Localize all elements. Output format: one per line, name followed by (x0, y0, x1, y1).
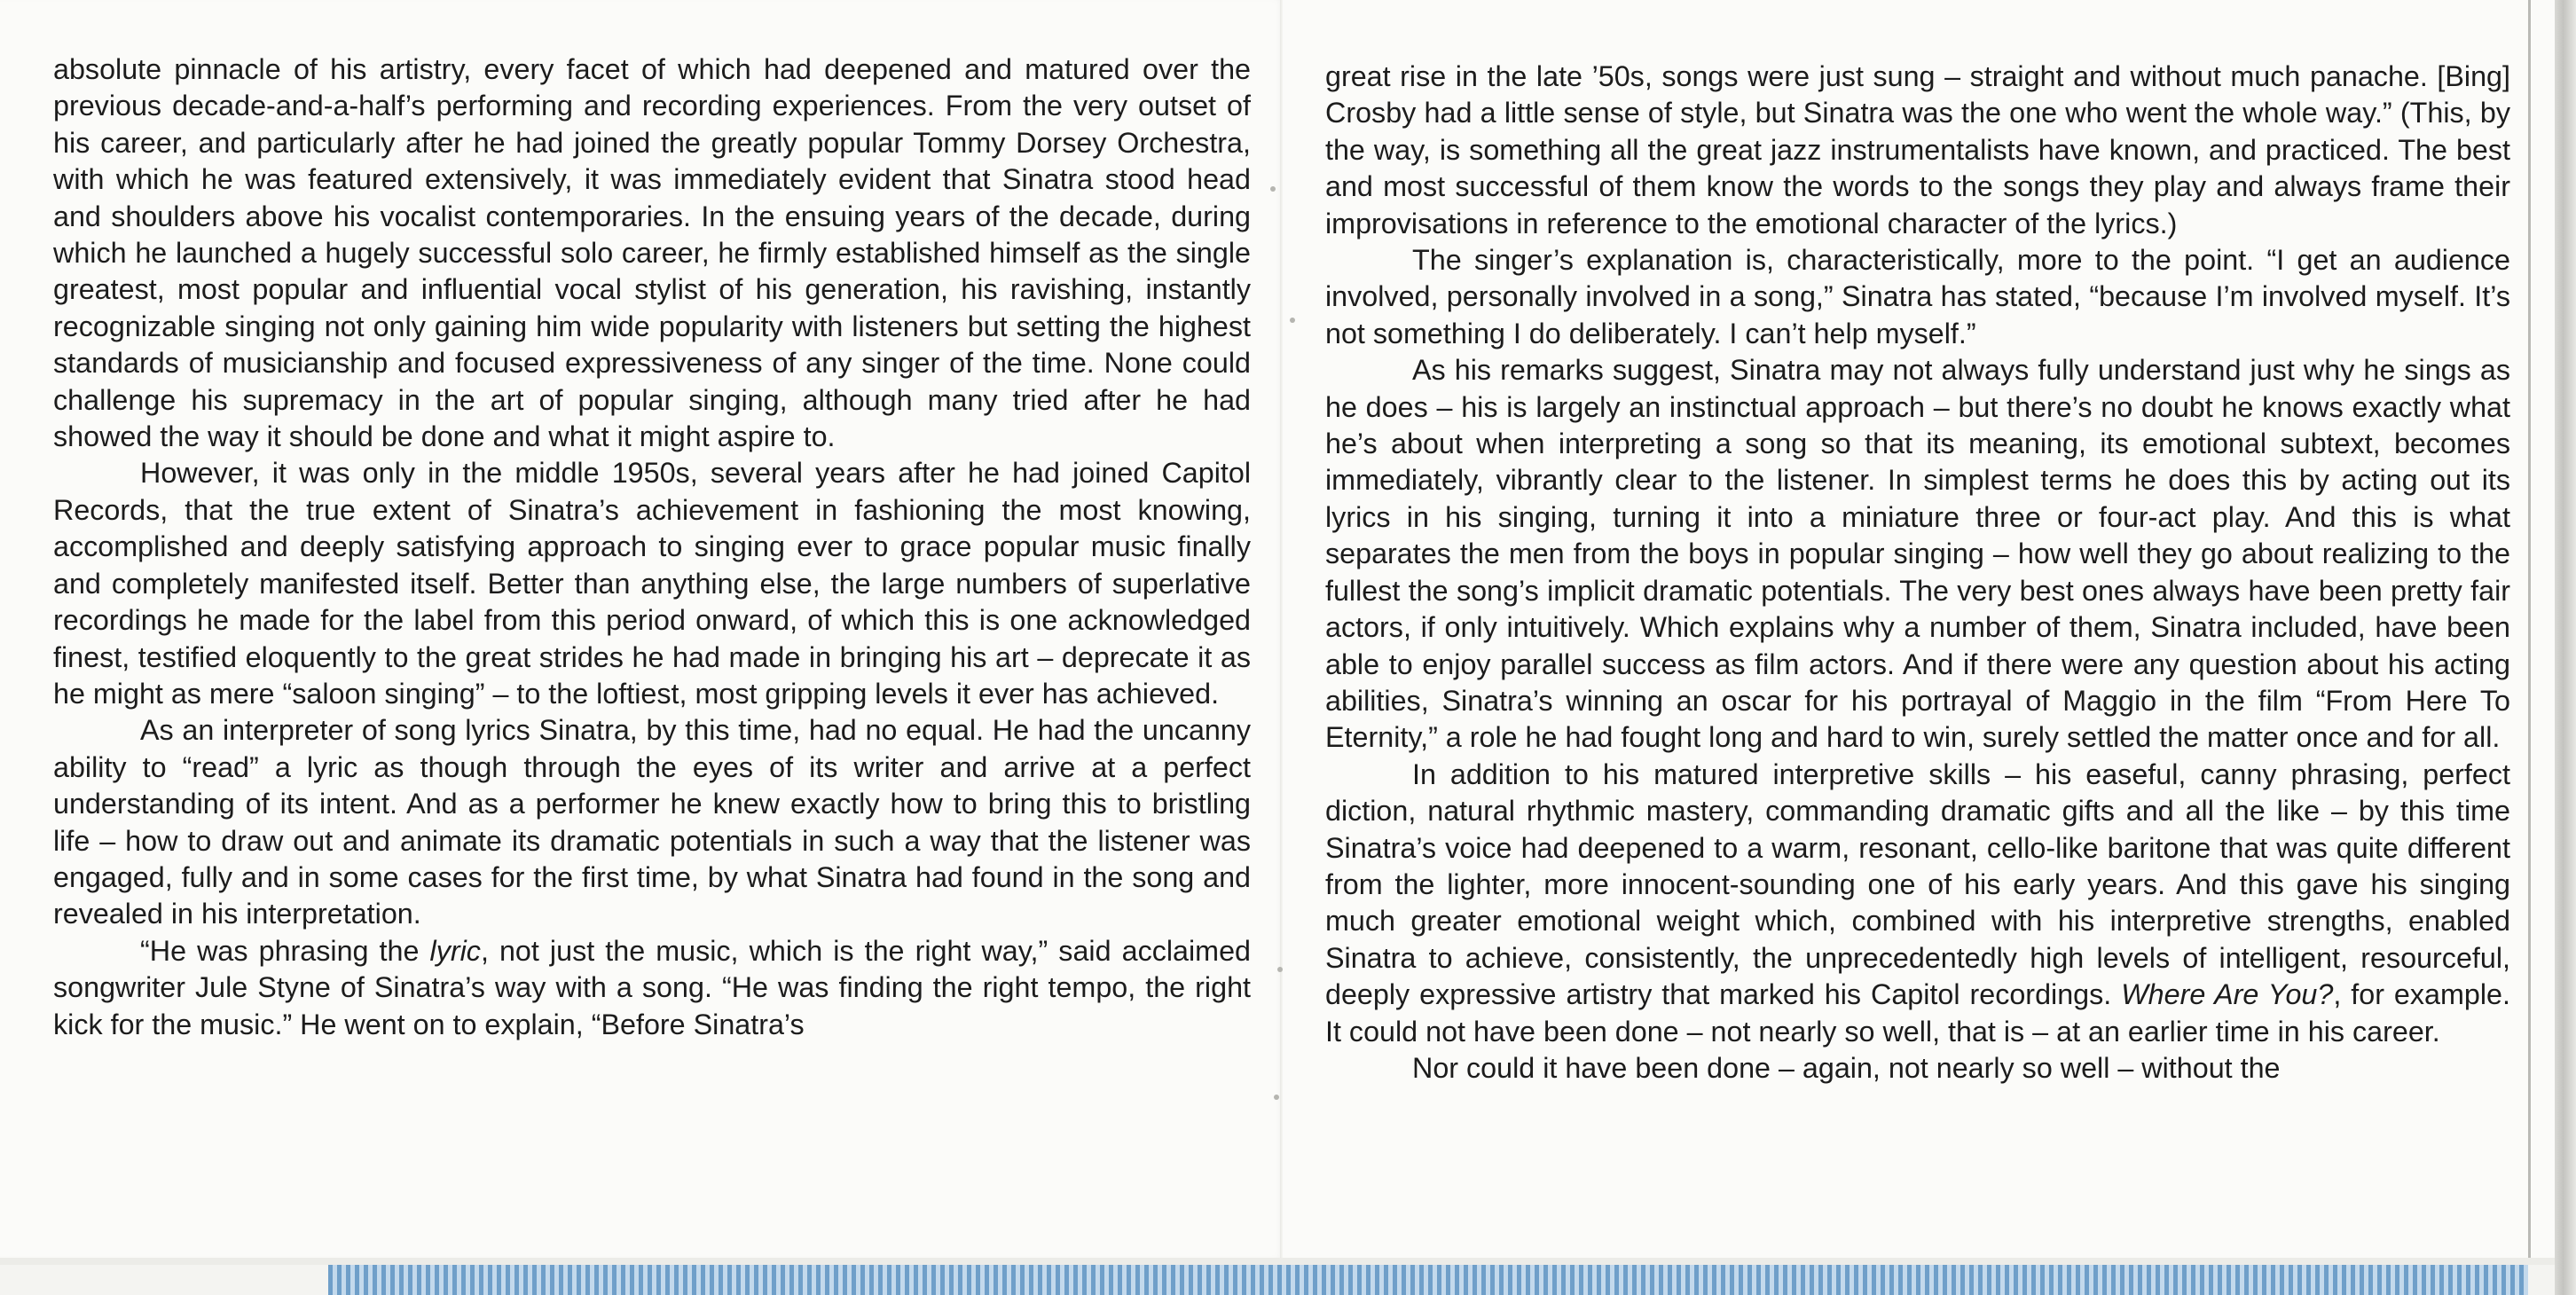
italic-text-run: Where Are You? (2121, 978, 2334, 1011)
scan-speck (1290, 318, 1295, 323)
paragraph (53, 455, 1251, 712)
booklet-bottom-gap (0, 1258, 2555, 1265)
paragraph (1325, 59, 2510, 242)
paragraph (53, 712, 1251, 932)
text-run: absolute pinnacle of his artistry, every facet of which had deepened and matured over the previous decade-and-a-half’s performing and recording experiences. From the very outset of his career, and particularly after he had joined the greatly popular Tommy Dorsey Orchestra, with which he was featured extensively, it was immediately evident that Sinatra stood head and shoulders above his vocalist contemporaries. In the ensuing years of the decade, during which he launched a hugely successful solo career, he firmly established himself as the single greatest, most popular and influential vocal stylist of his generation, his ravishing, instantly recognizable singing not only gaining him wide popularity with listeners but setting the highest standards of musicianship and focused expressiveness of any singer of the time. None could challenge his supremacy in the art of popular singing, although many tried after he had showed the way it should be done and what it might aspire to. (53, 53, 1251, 453)
text-run: Nor could it have been done – again, not nearly so well – without the (1412, 1051, 2281, 1084)
text-run: , for example. It could not have been done – not nearly so well, that is – at an earlier time in his career. (1325, 978, 2510, 1048)
text-run: The singer’s explanation is, characteristically, more to the point. “I get an audience involved, personally involved in a song,” Sinatra has stated, “because I’m involved myself. It’s not something I do deliberately. I can’t help myself.” (1325, 244, 2510, 349)
text-run: great rise in the late ’50s, songs were just sung – straight and without much panache. [Bing] Crosby had a little sense of style, but Sinatra was the one who went the whole way.” (This, by the way, is something all the great jazz instrumentalists have known, and practiced. The best and most successful of them know the words to the songs they play and always frame their improvisations in reference to the emotional character of the lyrics.) (1325, 60, 2510, 239)
paragraph (53, 933, 1251, 1043)
scan-speck (1270, 186, 1276, 192)
paragraph (1325, 352, 2510, 756)
paragraph (1325, 757, 2510, 1050)
text-run: As his remarks suggest, Sinatra may not always fully understand just why he sings as he does – his is largely an instinctual approach – but there’s no doubt he knows exactly what he’s about when interpreting a song so that its meaning, its emotional subtext, becomes immediately, vibrantly clear to the listener. In simplest terms he does this by acting out its lyrics in his singing, turning it into a miniature three or four-act play. And this is what separates the men from the boys in popular singing – how well they go about realizing to the fullest the song’s implicit dramatic potentials. The very best ones always have been pretty fair actors, if only intuitively. Which explains why a number of them, Sinatra included, have been able to enjoy parallel success as film actors. And if there were any question about his acting abilities, Sinatra’s winning an oscar for his portrayal of Maggio in the film “From Here To Eternity,” a role he had fought long and hard to win, surely settled the matter once and for all. (1325, 354, 2510, 754)
cover-strip (328, 1265, 2528, 1295)
paragraph (53, 51, 1251, 455)
text-run: , not just the music, which is the right way,” said acclaimed songwriter Jule Styne of Sinatra’s way with a song. “He was finding the right tempo, the right kick for the music.” He went on to explain, “Before Sinatra’s (53, 934, 1252, 1040)
text-run: However, it was only in the middle 1950s, several years after he had joined Capitol Records, that the true extent of Sinatra’s achievement in fashioning the most knowing, accomplished and deeply satisfying approach to singing ever to grace popular music finally and completely manifested itself. Better than anything else, the large numbers of superlative recordings he made for the label from this period onward, of which this is one acknowledged finest, testified eloquently to the great strides he had made in bringing his art – deprecate it as he might as mere “saloon singing” – to the loftiest, most gripping levels it ever has achieved. (53, 457, 1251, 710)
right-page-text (1325, 59, 2510, 1087)
italic-text-run: lyric (429, 934, 481, 967)
right-page (1283, 0, 2569, 1258)
text-run: “He was phrasing the (140, 934, 430, 967)
paragraph (1325, 1050, 2510, 1087)
scan-speck (1277, 967, 1283, 972)
left-page-text (53, 51, 1251, 1043)
booklet-right-edge (2555, 0, 2576, 1295)
scan-speck (1274, 1095, 1279, 1100)
paragraph (1325, 242, 2510, 352)
text-run: As an interpreter of song lyrics Sinatra, by this time, had no equal. He had the uncanny ability to “read” a lyric as though through the eyes of its writer and arrive at a perfect understanding of its intent. And as a performer he knew exactly how to bring this to bristling life – how to draw out and animate its dramatic potentials in such a way that the listener was engaged, fully and in some cases for the first time, by what Sinatra had found in the song and revealed in his interpretation. (53, 714, 1251, 930)
text-run: In addition to his matured interpretive skills – his easeful, canny phrasing, perfect diction, natural rhythmic mastery, commanding dramatic gifts and all the like – by this time Sinatra’s voice had deepened to a warm, resonant, cello-like baritone that was quite different from the lighter, more innocent-sounding one of his early years. And this gave his singing much greater emotional weight which, combined with his interpretive strengths, enabled Sinatra to achieve, consistently, the unprecedentedly high levels of intelligent, resourceful, deeply expressive artistry that marked his Capitol recordings. (1325, 757, 2510, 1011)
left-page (0, 0, 1283, 1258)
booklet-edge-line (2528, 0, 2531, 1258)
